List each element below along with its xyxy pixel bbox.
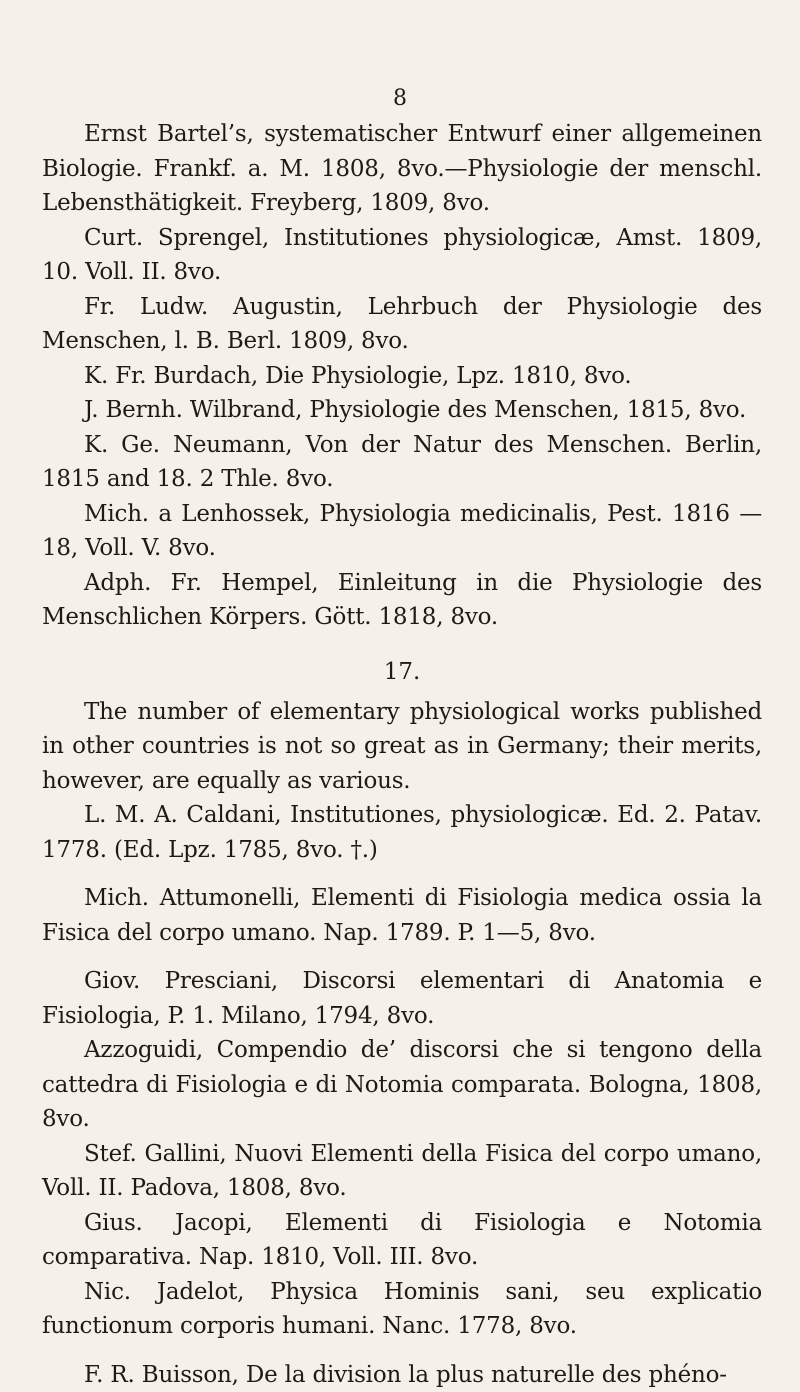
bibliography-entry: Nic. Jadelot, Physica Hominis sani, seu explicatio functionum corporis humani. Nanc. 1778, 8vo.: [42, 1275, 762, 1344]
bibliography-entry: K. Fr. Burdach, Die Physiologie, Lpz. 1810, 8vo.: [42, 359, 762, 394]
bibliography-entry: Azzoguidi, Compendio de’ discorsi che si tengono della cattedra di Fisiologia e di Notomia comparata. Bologna, 1808, 8vo.: [42, 1033, 762, 1137]
bibliography-entry: K. Ge. Neumann, Von der Natur des Menschen. Berlin, 1815 and 18. 2 Thle. 8vo.: [42, 428, 762, 497]
bibliography-entry: Fr. Ludw. Augustin, Lehrbuch der Physiologie des Menschen, l. B. Berl. 1809, 8vo.: [42, 290, 762, 359]
bibliography-entry: J. Bernh. Wilbrand, Physiologie des Menschen, 1815, 8vo.: [42, 393, 762, 428]
bibliography-entry: F. R. Buisson, De la division la plus naturelle des phéno-: [42, 1358, 762, 1392]
bibliography-entry: L. M. A. Caldani, Institutiones, physiologicæ. Ed. 2. Patav. 1778. (Ed. Lpz. 1785, 8vo. †.): [42, 798, 762, 867]
bibliography-entry: Giov. Presciani, Discorsi elementari di Anatomia e Fisiologia, P. 1. Milano, 1794, 8vo.: [42, 964, 762, 1033]
section-intro-paragraph: The number of elementary physiological works published in other countries is not so great as in Germany; their merits, however, are equally as various.: [42, 695, 762, 799]
page-number: 8: [0, 86, 800, 112]
page-body: [42, 117, 762, 1392]
bibliography-entry: Stef. Gallini, Nuovi Elementi della Fisica del corpo umano, Voll. II. Padova, 1808, 8vo.: [42, 1137, 762, 1206]
bibliography-entry: Curt. Sprengel, Institutiones physiologicæ, Amst. 1809, 10. Voll. II. 8vo.: [42, 221, 762, 290]
section-number: 17.: [42, 655, 762, 689]
bibliography-entry: Gius. Jacopi, Elementi di Fisiologia e Notomia comparativa. Nap. 1810, Voll. III. 8vo.: [42, 1206, 762, 1275]
bibliography-entry: Adph. Fr. Hempel, Einleitung in die Physiologie des Menschlichen Körpers. Gött. 1818, 8vo.: [42, 566, 762, 635]
bibliography-entry: Ernst Bartel’s, systematischer Entwurf einer allgemeinen Biologie. Frankf. a. M. 1808, 8vo.—Physiologie der menschl. Lebensthätigkeit. Freyberg, 1809, 8vo.: [42, 117, 762, 221]
bibliography-entry: Mich. Attumonelli, Elementi di Fisiologia medica ossia la Fisica del corpo umano. Nap. 1789. P. 1—5, 8vo.: [42, 881, 762, 950]
bibliography-entry: Mich. a Lenhossek, Physiologia medicinalis, Pest. 1816 —18, Voll. V. 8vo.: [42, 497, 762, 566]
